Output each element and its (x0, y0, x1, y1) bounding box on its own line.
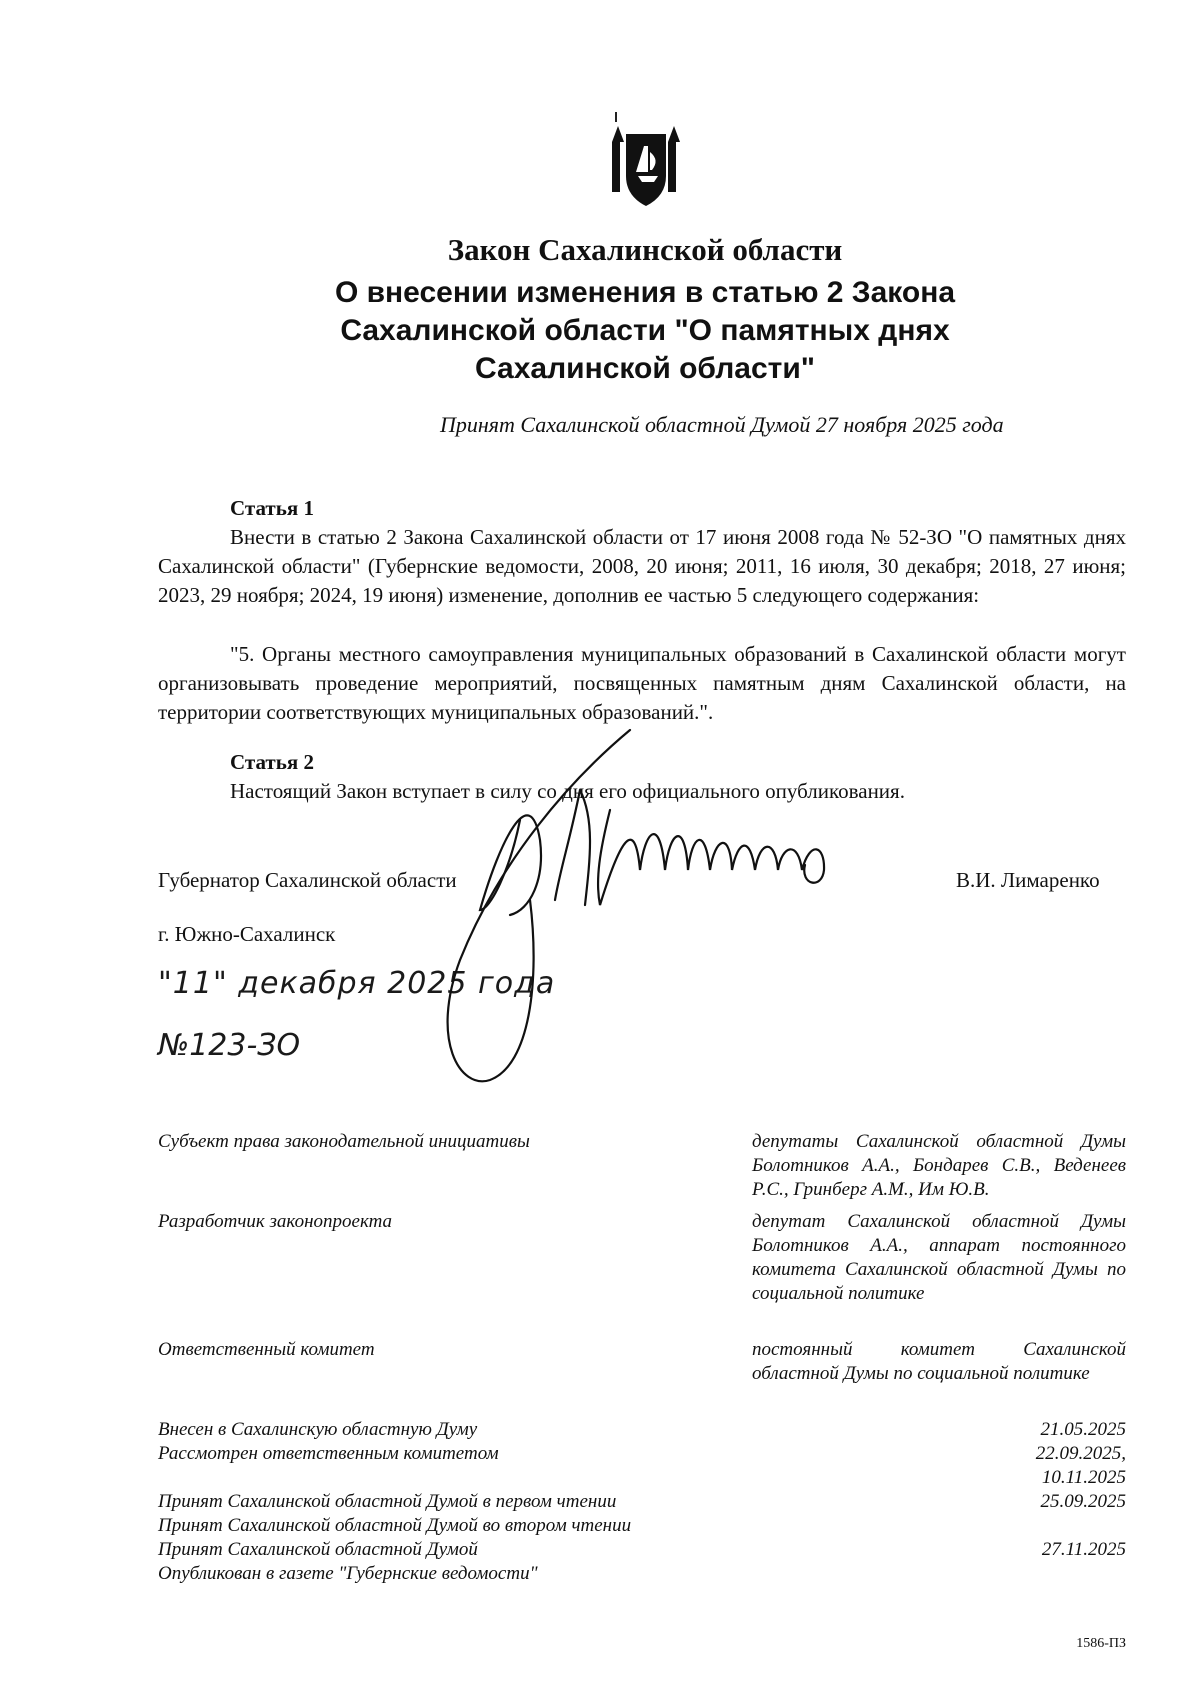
article-2-heading: Статья 2 (230, 750, 314, 774)
timeline-date: 10.11.2025 (1041, 1467, 1126, 1488)
subtitle-line: Сахалинской области" (474, 352, 815, 385)
article-2-paragraph: Настоящий Закон вступает в силу со дня его официального опубликования. (230, 779, 905, 803)
timeline-label: Принят Сахалинской областной Думой во втором чтении (158, 1515, 632, 1536)
handwritten-signature (420, 720, 940, 1100)
timeline-date: 27.11.2025 (1041, 1539, 1126, 1560)
coat-of-arms-emblem (608, 112, 684, 208)
governor-name: В.И. Лимаренко (956, 868, 1100, 892)
adoption-note: Принят Сахалинской областной Думой 27 ноября 2025 года (440, 412, 1004, 437)
article-1-paragraph-2: "5. Органы местного самоуправления муниципальных образований в Сахалинской области могут организовывать проведение мероприятий, посвященных памятным дням Сахалинской области, на территории соответствующих муниципальных образований.". (158, 642, 1126, 724)
timeline-label: Принят Сахалинской областной Думой в первом чтении (158, 1491, 617, 1512)
timeline-date: 21.05.2025 (1040, 1419, 1126, 1440)
timeline-label: Внесен в Сахалинскую областную Думу (158, 1419, 478, 1440)
law-subtitle (0, 274, 1200, 388)
meta-value: депутаты Сахалинской областной Думы Болотников А.А., Бондарев С.В., Веденеев Р.С., Гринберг А.М., Им Ю.В. (752, 1131, 1126, 1200)
subtitle-line: О внесении изменения в статью 2 Закона (334, 276, 956, 309)
handwritten-law-number: №123-ЗО (158, 1028, 301, 1063)
meta-value: постоянный комитет Сахалинской областной Думы по социальной политике (752, 1339, 1126, 1384)
timeline-date: 22.09.2025, (1035, 1443, 1126, 1464)
meta-label: Разработчик законопроекта (158, 1211, 393, 1232)
meta-label: Ответственный комитет (158, 1339, 375, 1360)
article-1-paragraph-1: Внести в статью 2 Закона Сахалинской области от 17 июня 2008 года № 52-ЗО "О памятных днях Сахалинской области" (Губернские ведомости, 2008, 20 июня; 2011, 16 июля, 30 декабря; 2018, 27 июня; 2023, 29 ноября; 2024, 19 июня) изменение, дополнив ее частью 5 следующего содержания: (158, 525, 1126, 607)
signing-city: г. Южно-Сахалинск (158, 922, 336, 946)
timeline-label: Рассмотрен ответственным комитетом (158, 1443, 499, 1464)
timeline-label: Опубликован в газете "Губернские ведомости" (158, 1563, 538, 1584)
document-code: 1586-ПЗ (1076, 1636, 1126, 1651)
meta-value: депутат Сахалинской областной Думы Болотников А.А., аппарат постоянного комитета Сахалинской областной Думы по социальной политике (752, 1211, 1126, 1304)
subtitle-line: Сахалинской области "О памятных днях (340, 314, 950, 347)
law-title: Закон Сахалинской области (447, 232, 843, 267)
timeline-label: Принят Сахалинской областной Думой (158, 1539, 478, 1560)
governor-position: Губернатор Сахалинской области (158, 868, 457, 892)
timeline-date: 25.09.2025 (1040, 1491, 1126, 1512)
meta-label: Субъект права законодательной инициативы (158, 1131, 530, 1152)
handwritten-date: "11" декабря 2025 года (158, 966, 556, 1001)
article-1-heading: Статья 1 (230, 496, 314, 520)
